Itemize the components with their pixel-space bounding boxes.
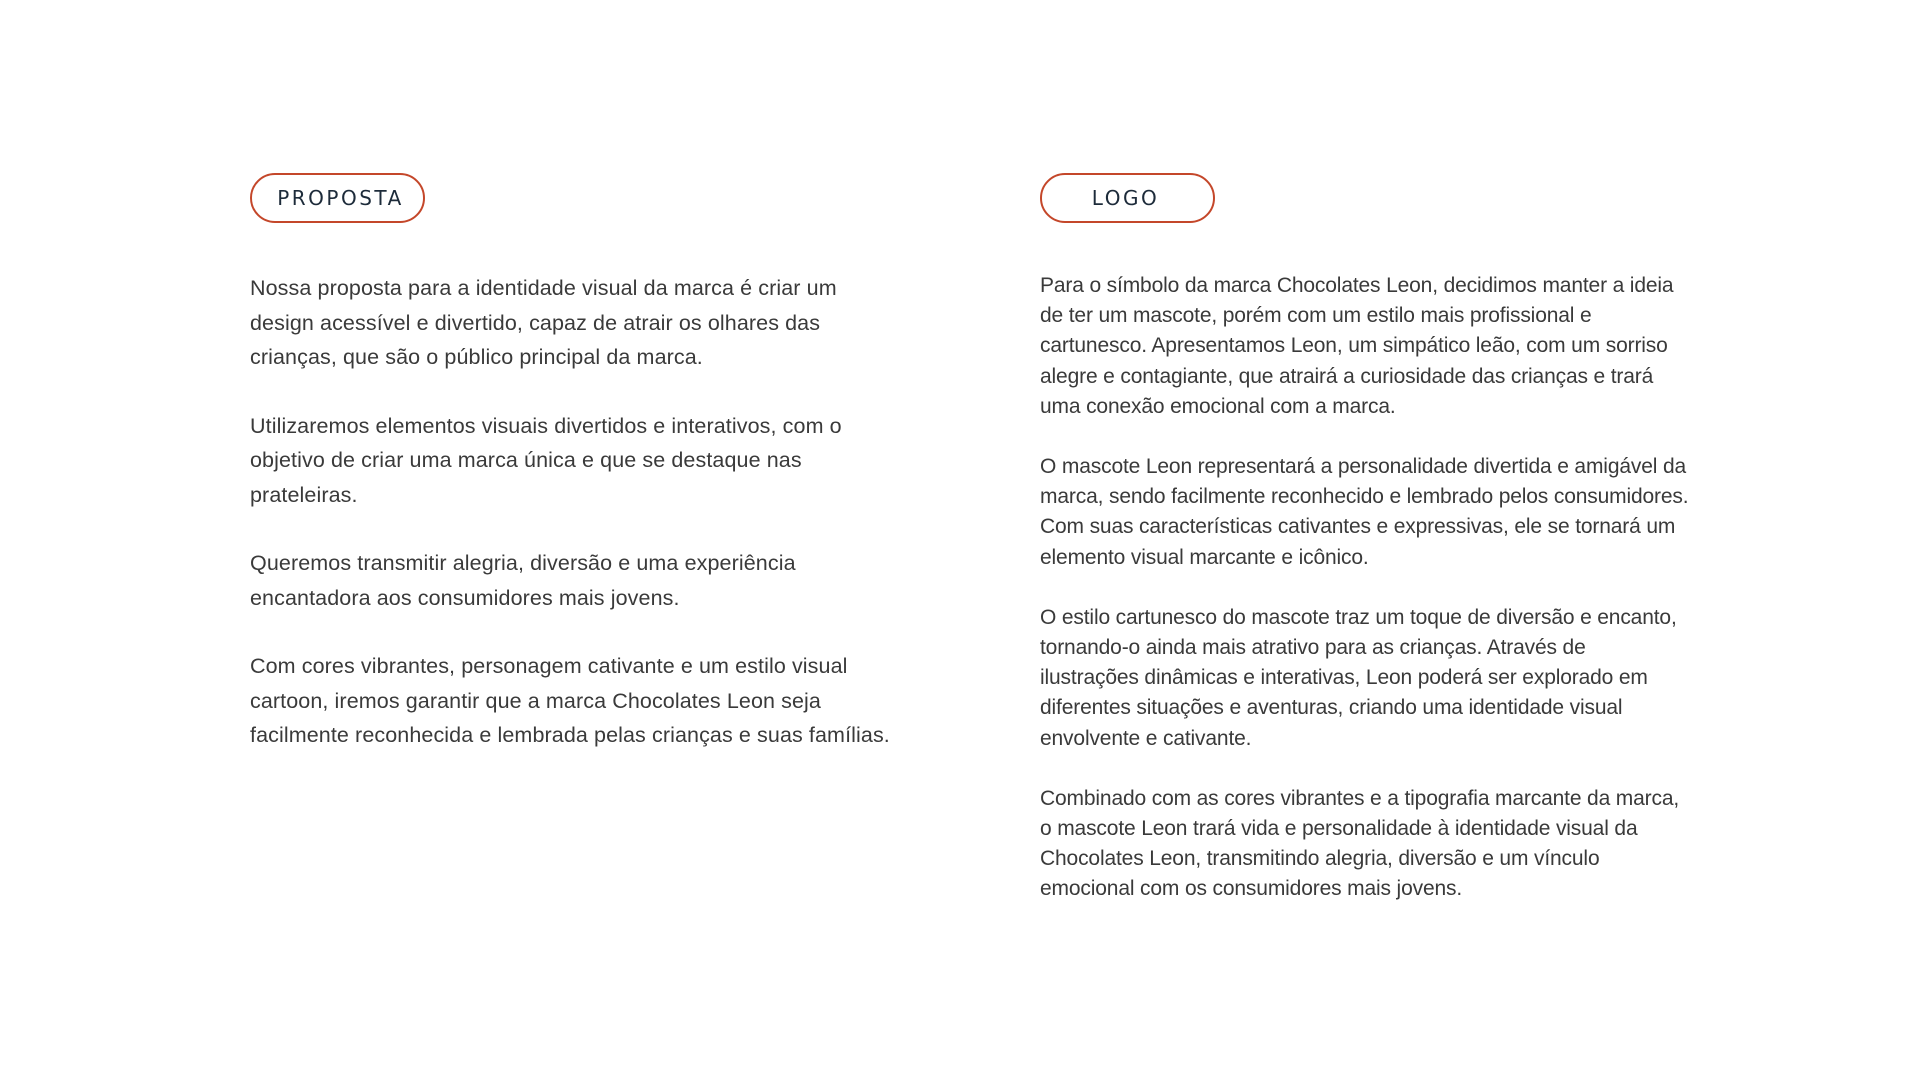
logo-label: LOGO	[1091, 186, 1160, 210]
logo-paragraph: Combinado com as cores vibrantes e a tipografia marcante da marca, o mascote Leon trará vida e personalidade à identidade visual da Chocolates Leon, transmitindo alegria, diversão e um vínculo emocional com os consumidores mais jovens.	[1040, 786, 1680, 901]
logo-paragraph: O mascote Leon representará a personalidade divertida e amigável da marca, sendo facilmente reconhecido e lembrado pelos consumidores. Com suas características cativantes e expressivas, ele se tornará um elemento visual marcante e icônico.	[1040, 455, 1689, 569]
logo-paragraph: O estilo cartunesco do mascote traz um toque de diversão e encanto, tornando-o ainda mais atrativo para as crianças. Através de ilustrações dinâmicas e interativas, Leon poderá ser explorado em diferentes situações e aventuras, criando uma identidade visual envolvente e cativante.	[1040, 605, 1677, 750]
logo-paragraph: Para o símbolo da marca Chocolates Leon, decidimos manter a ideia de ter um mascote, porém com um estilo mais profissional e cartunesco. Apresentamos Leon, um simpático leão, com um sorriso alegre e contagiante, que atrairá a curiosidade das crianças e trará uma conexão emocional com a marca.	[1040, 274, 1674, 418]
proposta-section	[250, 173, 900, 787]
proposta-label-pill	[250, 173, 425, 223]
proposta-paragraph: Queremos transmitir alegria, diversão e uma experiência encantadora aos consumidores mais jovens.	[250, 551, 796, 610]
proposta-body	[250, 271, 900, 753]
proposta-paragraph: Com cores vibrantes, personagem cativante e um estilo visual cartoon, iremos garantir que a marca Chocolates Leon seja facilmente reconhecida e lembrada pelas crianças e suas famílias.	[250, 654, 890, 747]
proposta-label: PROPOSTA	[277, 186, 404, 210]
logo-section	[1040, 173, 1690, 935]
proposta-paragraph: Nossa proposta para a identidade visual da marca é criar um design acessível e divertido, capaz de atrair os olhares das crianças, que são o público principal da marca.	[250, 276, 837, 369]
proposta-paragraph: Utilizaremos elementos visuais divertidos e interativos, com o objetivo de criar uma marca única e que se destaque nas prateleiras.	[250, 413, 842, 507]
logo-body	[1040, 271, 1690, 905]
logo-label-pill	[1040, 173, 1215, 223]
